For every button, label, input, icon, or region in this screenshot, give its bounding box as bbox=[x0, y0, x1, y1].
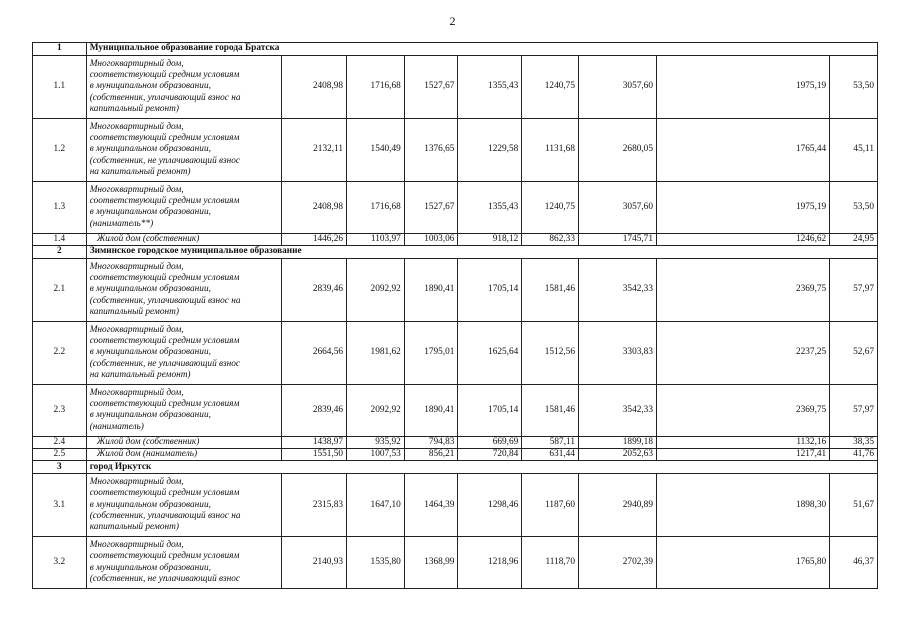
description-line: соответствующий средним условиям bbox=[89, 133, 240, 144]
row-description bbox=[86, 182, 282, 234]
description-line: Многоквартирный дом, bbox=[89, 261, 184, 272]
row-number: 1.2 bbox=[33, 119, 87, 182]
table-row bbox=[33, 449, 878, 461]
table-row bbox=[33, 474, 878, 537]
row-number: 2.4 bbox=[33, 436, 87, 448]
description-line: соответствующий средним условиям bbox=[89, 273, 240, 284]
value-cell: 1581,46 bbox=[522, 385, 579, 437]
description-line: Многоквартирный дом, bbox=[89, 121, 184, 132]
value-cell: 2140,93 bbox=[282, 537, 347, 589]
row-description bbox=[86, 322, 282, 385]
value-cell: 1625,64 bbox=[458, 322, 522, 385]
row-number: 2.1 bbox=[33, 259, 87, 322]
row-description bbox=[86, 259, 282, 322]
value-cell: 57,97 bbox=[830, 259, 878, 322]
value-cell: 1898,30 bbox=[656, 474, 829, 537]
value-cell: 1527,67 bbox=[404, 182, 458, 234]
value-cell: 1240,75 bbox=[522, 182, 579, 234]
description-line: (собственник, не уплачивающий взнос bbox=[89, 155, 240, 166]
row-number: 1.3 bbox=[33, 182, 87, 234]
description-line: (собственник, не уплачивающий взнос bbox=[89, 573, 240, 584]
table-row bbox=[33, 259, 878, 322]
description-line: в муниципальном образовании, bbox=[89, 81, 211, 92]
value-cell: 24,95 bbox=[830, 233, 878, 245]
value-cell: 1647,10 bbox=[347, 474, 405, 537]
section-name: город Иркутск bbox=[86, 461, 877, 474]
table-row bbox=[33, 182, 878, 234]
value-cell: 2369,75 bbox=[656, 385, 829, 437]
value-cell: 918,12 bbox=[458, 233, 522, 245]
description-line: Многоквартирный дом, bbox=[89, 184, 184, 195]
table-row bbox=[33, 322, 878, 385]
value-cell: 1765,80 bbox=[656, 537, 829, 589]
section-header-row bbox=[33, 246, 878, 259]
value-cell: 1103,97 bbox=[347, 233, 405, 245]
description-line: (собственник, уплачивающий взнос на bbox=[89, 295, 241, 306]
value-cell: 2702,39 bbox=[578, 537, 656, 589]
row-description bbox=[86, 56, 282, 119]
value-cell: 1705,14 bbox=[458, 259, 522, 322]
description-line: соответствующий средним условиям bbox=[89, 399, 240, 410]
value-cell: 1527,67 bbox=[404, 56, 458, 119]
description-line: капитальный ремонт) bbox=[89, 306, 179, 317]
value-cell: 3057,60 bbox=[578, 56, 656, 119]
section-header-row bbox=[33, 461, 878, 474]
value-cell: 1464,39 bbox=[404, 474, 458, 537]
value-cell: 3542,33 bbox=[578, 385, 656, 437]
section-number: 1 bbox=[33, 43, 87, 56]
section-name: Зиминское городское муниципальное образование bbox=[86, 246, 877, 259]
value-cell: 1217,41 bbox=[656, 449, 829, 461]
description-line: (собственник, уплачивающий взнос на bbox=[89, 510, 241, 521]
table-row bbox=[33, 537, 878, 589]
value-cell: 57,97 bbox=[830, 385, 878, 437]
value-cell: 1118,70 bbox=[522, 537, 579, 589]
value-cell: 1355,43 bbox=[458, 56, 522, 119]
row-number: 2.5 bbox=[33, 449, 87, 461]
value-cell: 1298,46 bbox=[458, 474, 522, 537]
description-line: на капитальный ремонт) bbox=[89, 166, 191, 177]
value-cell: 669,69 bbox=[458, 436, 522, 448]
value-cell: 1540,49 bbox=[347, 119, 405, 182]
value-cell: 2408,98 bbox=[282, 56, 347, 119]
table-row bbox=[33, 56, 878, 119]
description-line: Многоквартирный дом, bbox=[89, 477, 184, 488]
value-cell: 1368,99 bbox=[404, 537, 458, 589]
description-line: соответствующий средним условиям bbox=[89, 196, 240, 207]
value-cell: 53,50 bbox=[830, 56, 878, 119]
value-cell: 3057,60 bbox=[578, 182, 656, 234]
value-cell: 720,84 bbox=[458, 449, 522, 461]
value-cell: 1240,75 bbox=[522, 56, 579, 119]
value-cell: 1246,62 bbox=[656, 233, 829, 245]
value-cell: 3303,83 bbox=[578, 322, 656, 385]
description-line: Жилой дом (собственник) bbox=[96, 233, 200, 244]
value-cell: 2369,75 bbox=[656, 259, 829, 322]
value-cell: 1765,44 bbox=[656, 119, 829, 182]
description-line: Жилой дом (собственник) bbox=[96, 436, 200, 447]
description-line: в муниципальном образовании, bbox=[89, 284, 211, 295]
value-cell: 1581,46 bbox=[522, 259, 579, 322]
row-number: 1.1 bbox=[33, 56, 87, 119]
value-cell: 2839,46 bbox=[282, 259, 347, 322]
row-number: 2.2 bbox=[33, 322, 87, 385]
description-line: соответствующий средним условиям bbox=[89, 336, 240, 347]
value-cell: 1446,26 bbox=[282, 233, 347, 245]
description-line: капитальный ремонт) bbox=[89, 103, 179, 114]
description-line: Многоквартирный дом, bbox=[89, 58, 184, 69]
value-cell: 2315,83 bbox=[282, 474, 347, 537]
description-line: в муниципальном образовании, bbox=[89, 562, 211, 573]
description-line: в муниципальном образовании, bbox=[89, 347, 211, 358]
value-cell: 1131,68 bbox=[522, 119, 579, 182]
page-number: 2 bbox=[449, 14, 456, 28]
row-description bbox=[86, 436, 282, 448]
value-cell: 1716,68 bbox=[347, 182, 405, 234]
value-cell: 2940,89 bbox=[578, 474, 656, 537]
value-cell: 856,21 bbox=[404, 449, 458, 461]
description-line: в муниципальном образовании, bbox=[89, 499, 211, 510]
section-header-row bbox=[33, 43, 878, 56]
value-cell: 2092,92 bbox=[347, 259, 405, 322]
table-row bbox=[33, 385, 878, 437]
table-body bbox=[33, 43, 878, 589]
description-line: на капитальный ремонт) bbox=[89, 369, 191, 380]
value-cell: 2680,05 bbox=[578, 119, 656, 182]
value-cell: 45,11 bbox=[830, 119, 878, 182]
value-cell: 52,67 bbox=[830, 322, 878, 385]
value-cell: 1705,14 bbox=[458, 385, 522, 437]
row-description bbox=[86, 449, 282, 461]
value-cell: 1187,60 bbox=[522, 474, 579, 537]
description-line: соответствующий средним условиям bbox=[89, 70, 240, 81]
description-line: в муниципальном образовании, bbox=[89, 207, 211, 218]
value-cell: 2092,92 bbox=[347, 385, 405, 437]
table-row bbox=[33, 233, 878, 245]
value-cell: 46,37 bbox=[830, 537, 878, 589]
description-line: (собственник, уплачивающий взнос на bbox=[89, 92, 241, 103]
row-description bbox=[86, 474, 282, 537]
value-cell: 1229,58 bbox=[458, 119, 522, 182]
value-cell: 1745,71 bbox=[578, 233, 656, 245]
section-name: Муниципальное образование города Братска bbox=[86, 43, 877, 56]
value-cell: 1975,19 bbox=[656, 182, 829, 234]
table-row bbox=[33, 436, 878, 448]
description-line: Многоквартирный дом, bbox=[89, 540, 184, 551]
row-number: 1.4 bbox=[33, 233, 87, 245]
value-cell: 2664,56 bbox=[282, 322, 347, 385]
value-cell: 1007,53 bbox=[347, 449, 405, 461]
description-line: Многоквартирный дом, bbox=[89, 387, 184, 398]
row-number: 3.2 bbox=[33, 537, 87, 589]
value-cell: 2408,98 bbox=[282, 182, 347, 234]
value-cell: 1981,62 bbox=[347, 322, 405, 385]
table-row bbox=[33, 119, 878, 182]
row-description bbox=[86, 537, 282, 589]
value-cell: 2052,63 bbox=[578, 449, 656, 461]
section-number: 2 bbox=[33, 246, 87, 259]
row-number: 2.3 bbox=[33, 385, 87, 437]
row-description bbox=[86, 233, 282, 245]
row-description bbox=[86, 119, 282, 182]
description-line: в муниципальном образовании, bbox=[89, 410, 211, 421]
value-cell: 2132,11 bbox=[282, 119, 347, 182]
value-cell: 935,92 bbox=[347, 436, 405, 448]
value-cell: 51,67 bbox=[830, 474, 878, 537]
value-cell: 1438,97 bbox=[282, 436, 347, 448]
value-cell: 1535,80 bbox=[347, 537, 405, 589]
value-cell: 3542,33 bbox=[578, 259, 656, 322]
description-line: соответствующий средним условиям bbox=[89, 551, 240, 562]
value-cell: 2839,46 bbox=[282, 385, 347, 437]
value-cell: 1003,06 bbox=[404, 233, 458, 245]
value-cell: 587,11 bbox=[522, 436, 579, 448]
description-line: в муниципальном образовании, bbox=[89, 144, 211, 155]
value-cell: 1218,96 bbox=[458, 537, 522, 589]
value-cell: 1890,41 bbox=[404, 385, 458, 437]
value-cell: 631,44 bbox=[522, 449, 579, 461]
value-cell: 1795,01 bbox=[404, 322, 458, 385]
value-cell: 1716,68 bbox=[347, 56, 405, 119]
value-cell: 1355,43 bbox=[458, 182, 522, 234]
tariff-table bbox=[32, 42, 878, 589]
value-cell: 1376,65 bbox=[404, 119, 458, 182]
section-number: 3 bbox=[33, 461, 87, 474]
row-number: 3.1 bbox=[33, 474, 87, 537]
value-cell: 1890,41 bbox=[404, 259, 458, 322]
value-cell: 1975,19 bbox=[656, 56, 829, 119]
value-cell: 1899,18 bbox=[578, 436, 656, 448]
row-description bbox=[86, 385, 282, 437]
value-cell: 794,83 bbox=[404, 436, 458, 448]
value-cell: 1132,16 bbox=[656, 436, 829, 448]
value-cell: 1512,56 bbox=[522, 322, 579, 385]
description-line: Многоквартирный дом, bbox=[89, 324, 184, 335]
value-cell: 53,50 bbox=[830, 182, 878, 234]
description-line: капитальный ремонт) bbox=[89, 522, 179, 532]
value-cell: 41,76 bbox=[830, 449, 878, 461]
description-line: соответствующий средним условиям bbox=[89, 488, 240, 499]
value-cell: 38,35 bbox=[830, 436, 878, 448]
value-cell: 1551,50 bbox=[282, 449, 347, 461]
description-line: (собственник, не уплачивающий взнос bbox=[89, 358, 240, 369]
value-cell: 862,33 bbox=[522, 233, 579, 245]
description-line: Жилой дом (наниматель) bbox=[96, 449, 198, 459]
description-line: (наниматель**) bbox=[89, 218, 154, 229]
value-cell: 2237,25 bbox=[656, 322, 829, 385]
description-line: (наниматель) bbox=[89, 421, 144, 432]
